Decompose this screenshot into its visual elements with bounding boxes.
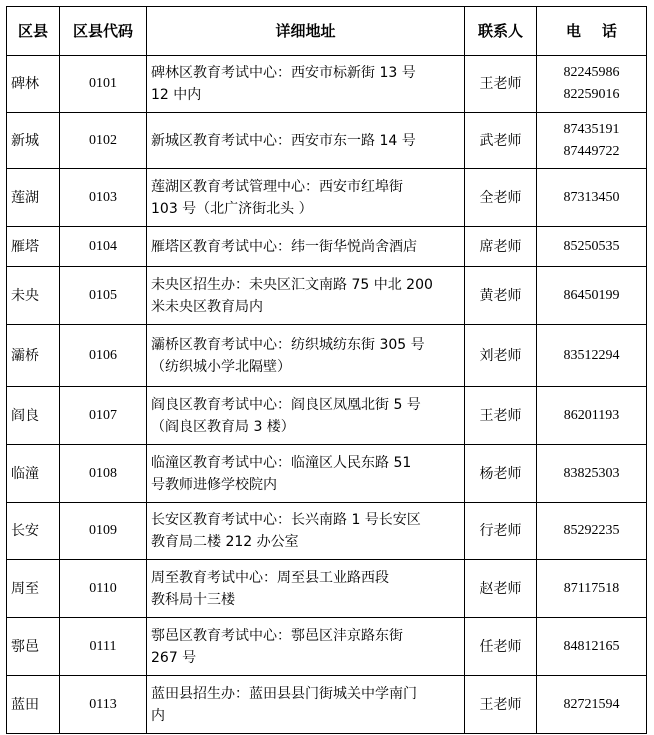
address-cell xyxy=(147,325,465,387)
phone-cell xyxy=(537,560,647,618)
district-cell: 蓝田 xyxy=(7,676,60,734)
contact-person-cell: 全老师 xyxy=(465,169,537,227)
table-row xyxy=(7,503,647,560)
address-line: 内 xyxy=(151,707,165,724)
address-cell xyxy=(147,169,465,227)
phone-cell xyxy=(537,503,647,560)
address-cell xyxy=(147,56,465,113)
phone-number: 85250535 xyxy=(563,238,620,254)
phone-cell xyxy=(537,267,647,325)
phone-number: 84812165 xyxy=(563,638,620,654)
address-line: 碑林区教育考试中心：西安市标新街 13 号 xyxy=(151,65,416,81)
phone-cell xyxy=(537,618,647,676)
phone-number: 83825303 xyxy=(563,465,620,481)
contact-person-cell: 黄老师 xyxy=(465,267,537,325)
address-cell xyxy=(147,227,465,267)
table-header-row xyxy=(7,7,647,56)
district-cell: 周至 xyxy=(7,560,60,618)
address-line: 教育局二楼 212 办公室 xyxy=(151,534,299,550)
address-line: 临潼区教育考试中心：临潼区人民东路 51 xyxy=(151,454,412,471)
contact-person-cell: 武老师 xyxy=(465,113,537,169)
district-code-cell: 0104 xyxy=(60,227,147,267)
address-cell xyxy=(147,113,465,169)
phone-cell xyxy=(537,676,647,734)
table-row xyxy=(7,560,647,618)
district-cell: 新城 xyxy=(7,113,60,169)
district-code-cell: 0113 xyxy=(60,676,147,734)
address-cell xyxy=(147,445,465,503)
header-district: 区县 xyxy=(7,7,60,56)
phone-number: 87449722 xyxy=(563,143,620,159)
district-code-cell: 0109 xyxy=(60,503,147,560)
contact-person-cell: 行老师 xyxy=(465,503,537,560)
address-line: 阎良区教育考试中心：阎良区凤凰北街 5 号 xyxy=(151,396,421,413)
contact-person-cell: 席老师 xyxy=(465,227,537,267)
table-row xyxy=(7,445,647,503)
exam-office-contacts-table xyxy=(6,6,647,734)
address-cell xyxy=(147,618,465,676)
district-code-cell: 0108 xyxy=(60,445,147,503)
district-cell: 长安 xyxy=(7,503,60,560)
address-cell xyxy=(147,267,465,325)
district-cell: 莲湖 xyxy=(7,169,60,227)
phone-number: 85292235 xyxy=(563,523,620,538)
address-cell xyxy=(147,560,465,618)
contact-person-cell: 王老师 xyxy=(465,56,537,113)
address-cell xyxy=(147,387,465,445)
phone-number: 82259016 xyxy=(563,87,620,102)
phone-number: 82721594 xyxy=(563,696,620,712)
table-row xyxy=(7,618,647,676)
phone-number: 86201193 xyxy=(563,407,620,423)
address-line: 教科局十三楼 xyxy=(151,591,235,608)
table-row xyxy=(7,267,647,325)
phone-number: 87117518 xyxy=(563,580,620,596)
phone-number: 82245986 xyxy=(563,65,620,80)
table-row xyxy=(7,227,647,267)
table-row xyxy=(7,676,647,734)
phone-cell xyxy=(537,113,647,169)
address-line: 米未央区教育局内 xyxy=(151,298,263,315)
address-line: 103 号（北广济街北头 ） xyxy=(151,200,313,217)
phone-cell xyxy=(537,325,647,387)
table-row xyxy=(7,325,647,387)
district-code-cell: 0111 xyxy=(60,618,147,676)
phone-cell xyxy=(537,56,647,113)
address-line: 12 中内 xyxy=(151,87,202,103)
header-contact: 联系人 xyxy=(465,7,537,56)
phone-cell xyxy=(537,387,647,445)
address-line: 267 号 xyxy=(151,649,197,666)
district-cell: 灞桥 xyxy=(7,325,60,387)
address-cell xyxy=(147,676,465,734)
phone-cell xyxy=(537,445,647,503)
address-line: 新城区教育考试中心：西安市东一路 14 号 xyxy=(151,132,416,149)
district-cell: 碑林 xyxy=(7,56,60,113)
address-line: （阎良区教育局 3 楼） xyxy=(151,418,295,435)
address-line: 雁塔区教育考试中心：纬一街华悦尚舍酒店 xyxy=(151,238,417,255)
contact-person-cell: 杨老师 xyxy=(465,445,537,503)
contact-person-cell: 赵老师 xyxy=(465,560,537,618)
header-address: 详细地址 xyxy=(147,7,465,56)
address-line: 长安区教育考试中心：长兴南路 1 号长安区 xyxy=(151,512,421,528)
contact-person-cell: 王老师 xyxy=(465,387,537,445)
table-body xyxy=(7,56,647,734)
address-cell xyxy=(147,503,465,560)
district-cell: 临潼 xyxy=(7,445,60,503)
contact-person-cell: 刘老师 xyxy=(465,325,537,387)
district-code-cell: 0101 xyxy=(60,56,147,113)
phone-number: 83512294 xyxy=(563,347,620,363)
district-code-cell: 0107 xyxy=(60,387,147,445)
table-row xyxy=(7,169,647,227)
district-cell: 雁塔 xyxy=(7,227,60,267)
contact-person-cell: 王老师 xyxy=(465,676,537,734)
district-cell: 阎良 xyxy=(7,387,60,445)
address-line: 蓝田县招生办：蓝田县县门街城关中学南门 xyxy=(151,685,417,702)
phone-number: 86450199 xyxy=(563,287,620,303)
contact-person-cell: 任老师 xyxy=(465,618,537,676)
district-code-cell: 0102 xyxy=(60,113,147,169)
district-code-cell: 0105 xyxy=(60,267,147,325)
address-line: 未央区招生办：未央区汇文南路 75 中北 200 xyxy=(151,276,433,293)
address-line: 莲湖区教育考试管理中心：西安市红埠街 xyxy=(151,178,403,195)
address-line: 号教师进修学校院内 xyxy=(151,476,277,493)
table-row xyxy=(7,56,647,113)
phone-cell xyxy=(537,169,647,227)
phone-number: 87313450 xyxy=(563,189,620,205)
district-code-cell: 0103 xyxy=(60,169,147,227)
phone-cell xyxy=(537,227,647,267)
district-code-cell: 0110 xyxy=(60,560,147,618)
table-row xyxy=(7,387,647,445)
address-line: （纺织城小学北隔壁） xyxy=(151,358,291,375)
header-code: 区县代码 xyxy=(60,7,147,56)
address-line: 鄠邑区教育考试中心：鄠邑区沣京路东街 xyxy=(151,627,403,644)
address-line: 灞桥区教育考试中心：纺织城纺东街 305 号 xyxy=(151,336,425,353)
header-phone: 电 话 xyxy=(537,7,647,56)
district-code-cell: 0106 xyxy=(60,325,147,387)
district-cell: 未央 xyxy=(7,267,60,325)
table-row xyxy=(7,113,647,169)
district-cell: 鄠邑 xyxy=(7,618,60,676)
address-line: 周至教育考试中心：周至县工业路西段 xyxy=(151,569,389,586)
phone-number: 87435191 xyxy=(563,121,620,137)
